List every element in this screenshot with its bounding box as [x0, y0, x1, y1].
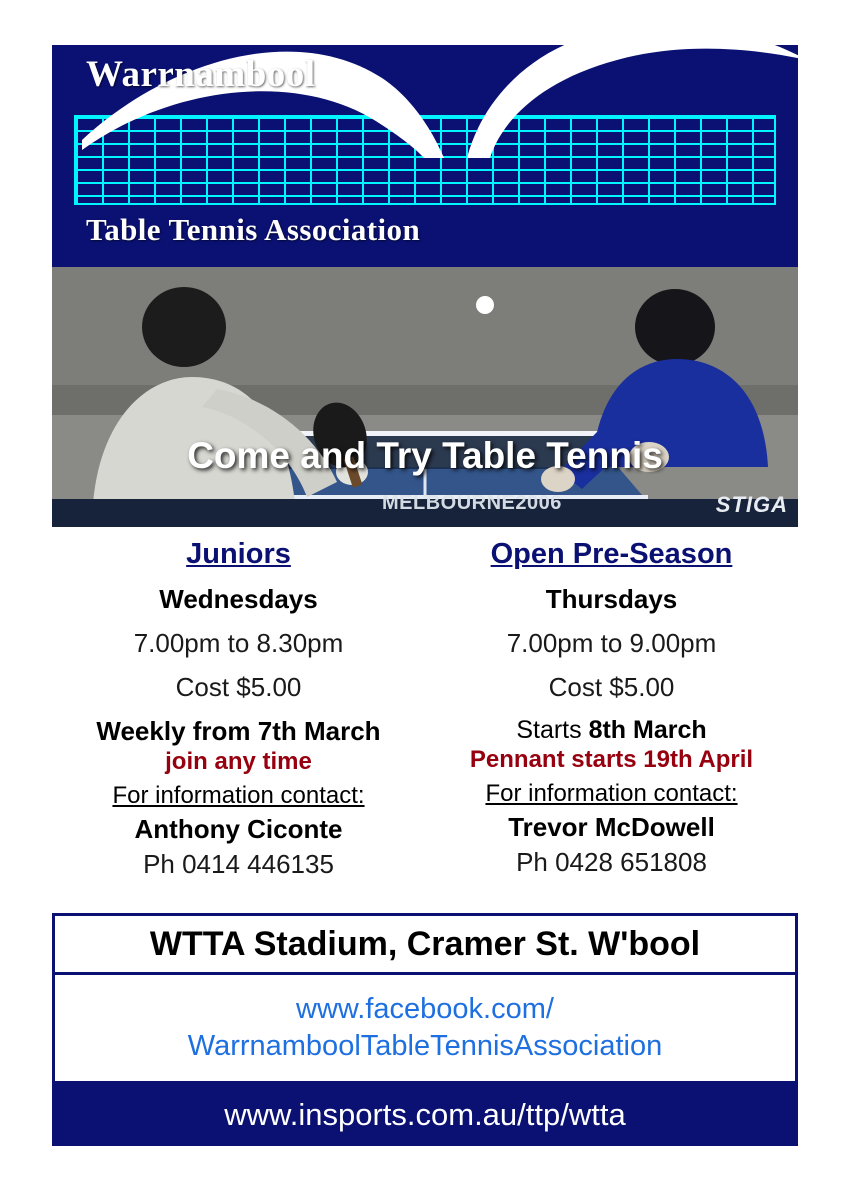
session-heading: Juniors — [186, 538, 291, 570]
session-contact-phone: Ph 0428 651808 — [516, 847, 707, 877]
venue-address: WTTA Stadium, Cramer St. W'bool — [149, 924, 701, 963]
session-cost: Cost $5.00 — [548, 672, 675, 702]
session-cost: Cost $5.00 — [175, 672, 302, 702]
session-day: Wednesdays — [159, 584, 318, 614]
session-note: join any time — [165, 748, 312, 775]
session-column-open-pre-season — [425, 538, 798, 880]
venue-box — [52, 913, 798, 975]
session-contact-phone: Ph 0414 446135 — [143, 849, 334, 879]
website-bar[interactable] — [52, 1084, 798, 1146]
photo-caption: Come and Try Table Tennis — [187, 435, 663, 476]
session-heading: Open Pre-Season — [490, 538, 733, 570]
session-time: 7.00pm to 8.30pm — [133, 628, 344, 658]
session-start-date — [425, 716, 798, 745]
session-contact-name: Trevor McDowell — [508, 812, 715, 842]
facebook-link-box[interactable] — [52, 975, 798, 1084]
session-column-juniors — [52, 538, 425, 880]
website-url[interactable]: www.insports.com.au/ttp/wtta — [224, 1097, 626, 1132]
session-time: 7.00pm to 9.00pm — [506, 628, 717, 658]
organisation-name: Warrnambool — [86, 54, 316, 95]
session-start-date: Weekly from 7th March — [96, 716, 381, 746]
session-contact-label: For information contact: — [485, 780, 738, 807]
melbourne-brand-text: MELBOURNE2006 — [382, 492, 562, 514]
session-start-prefix: Starts — [516, 716, 589, 744]
organisation-subtitle: Table Tennis Association — [86, 212, 421, 247]
header-banner — [52, 45, 798, 267]
session-contact-name: Anthony Ciconte — [134, 814, 343, 844]
session-start-bold: 8th March — [588, 716, 707, 744]
sessions-section — [52, 538, 798, 880]
session-contact-label: For information contact: — [112, 782, 365, 809]
stiga-brand-text: STIGA — [715, 492, 788, 517]
photo-table-tennis-match — [52, 267, 798, 527]
photo-illustration — [52, 267, 798, 527]
facebook-url-line-1[interactable]: www.facebook.com/ — [296, 992, 554, 1025]
session-day: Thursdays — [545, 584, 678, 614]
session-note: Pennant starts 19th April — [469, 746, 754, 773]
facebook-url-line-2[interactable]: WarrnamboolTableTennisAssociation — [187, 1030, 663, 1062]
